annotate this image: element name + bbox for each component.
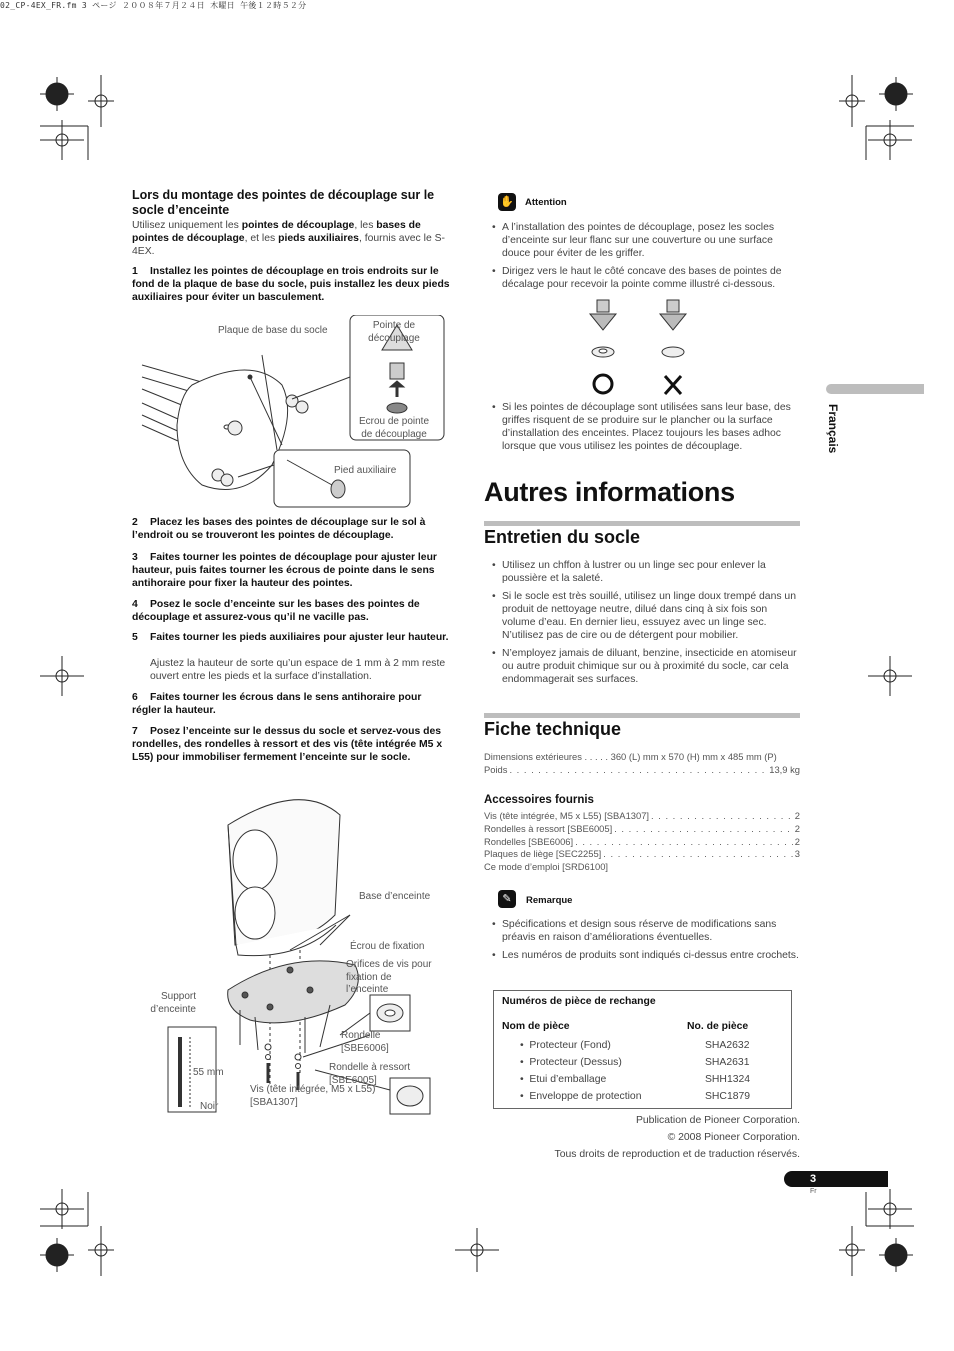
entretien-bullet: • N’employez jamais de diluant, benzine, insecticide en atomiseur ou autre produit chimique sur ou à proximité du socle, car cela endommagerait ses surfaces.	[484, 647, 800, 686]
remarque-bullets	[484, 918, 800, 967]
parts-row: • Etui d’emballage SHH1324	[520, 1074, 751, 1085]
left-heading: Lors du montage des pointes de découplage sur le socle d’enceinte	[132, 188, 435, 217]
parts-col-no: No. de pièce	[687, 1021, 749, 1032]
label-screw-color: Noir	[200, 1101, 219, 1112]
page-lang: Fr	[810, 1188, 817, 1195]
step-1: 1 Installez les pointes de découplage en trois endroits sur le fond de la plaque de base du socle, puis installez les deux pieds auxiliaires pour éviter un basculement.	[132, 266, 450, 303]
entretien-bullet: • Si le socle est très souillé, utilisez un linge doux trempé dans un produit de nettoyage neutre, dilué dans cinq à six fois son volume d’eau. En dernier lieu, essuyez avec un linge sec. N’utilisez pas de cire ou de détergent pour mobilier.	[484, 590, 800, 642]
attention-bullets-1	[484, 221, 800, 296]
rights-line: Tous droits de reproduction et de traduction réservés.	[554, 1149, 800, 1160]
autres-informations-title: Autres informations	[484, 477, 735, 507]
parts-col-name: Nom de pièce	[502, 1021, 570, 1032]
entretien-title: Entretien du socle	[484, 527, 641, 547]
label-screw-holes: Orifices de vis pour fixation de l’enceinte	[346, 959, 432, 995]
parts-row: • Enveloppe de protection SHC1879	[520, 1091, 751, 1102]
language-tab-label: Français	[826, 404, 840, 454]
step-4: 4 Posez le socle d’enceinte sur les bases des pointes de découplage et assurez-vous qu’il ne vacille pas.	[132, 599, 420, 623]
label-washer: Rondelle [SBE6006]	[341, 1030, 389, 1054]
label-screw-length: 55 mm	[193, 1067, 224, 1078]
parts-rows	[502, 1037, 787, 1105]
label-aux-foot: Pied auxiliaire	[334, 465, 397, 476]
step-5: 5 Faites tourner les pieds auxiliaires pour ajuster leur hauteur.	[132, 632, 449, 643]
step-7: 7 Posez l’enceinte sur le dessus du socle et servez-vous des rondelles, des rondelles à ressort et des vis (tête intégrée M5 x L55) pour immobiliser fermement l’enceinte sur le socle.	[132, 726, 443, 763]
accessories-title: Accessoires fournis	[484, 794, 594, 806]
step-3: 3 Faites tourner les pointes de découplage pour ajuster leur hauteur, puis faites tourner les écrous de pointe dans le sens antihoraire pour fixer la hauteur des pointes.	[132, 552, 437, 589]
label-speaker-support: Support d’enceinte	[150, 991, 196, 1015]
label-base-plate: Plaque de base du socle	[218, 325, 328, 336]
accessory-row: Rondelles [SBE6006] . . . 2	[484, 836, 800, 849]
parts-table	[493, 990, 792, 1109]
attention-bullet: • A l’installation des pointes de découplage, posez les socles d’enceinte sur leur flanc sur une couverture ou une surface douce pour éviter de les griffer.	[484, 221, 800, 260]
attention-title: Attention	[525, 197, 567, 208]
publication-line: Publication de Pioneer Corporation.	[635, 1115, 800, 1126]
wrong-mark-icon	[665, 376, 681, 394]
publication-info	[484, 1112, 800, 1163]
label-spike: Pointe de découplage	[368, 320, 420, 344]
spec-dimensions: Dimensions extérieures . . . . . 360 (L) mm x 570 (H) mm x 485 mm (P)	[484, 751, 777, 762]
label-speaker-base: Base d’enceinte	[359, 891, 431, 902]
intro-paragraph: Utilisez uniquement les pointes de découplage, les bases de pointes de découplage, et les pieds auxiliaires, fournis avec le S-4EX.	[132, 220, 446, 257]
parts-row: • Protecteur (Dessus) SHA2631	[520, 1057, 750, 1068]
label-spring-washer: Rondelle à ressort [SBE6005]	[329, 1062, 411, 1086]
fiche-title: Fiche technique	[484, 719, 622, 739]
specs	[484, 751, 800, 777]
parts-table-title: Numéros de pièce de rechange	[502, 996, 656, 1007]
language-tab-bar	[826, 384, 924, 394]
accessory-row: Plaques de liège [SEC2255] . . . 3	[484, 848, 800, 861]
accessory-row: Vis (tête intégrée, M5 x L55) [SBA1307] . . . 2	[484, 810, 800, 823]
remarque-bullet: • Spécifications et design sous réserve de modifications sans préavis en raison d’améliorations éventuelles.	[484, 918, 800, 944]
spike-orientation-figure	[580, 298, 710, 398]
remarque-bullet: • Les numéros de produits sont indiqués ci-dessus entre crochets.	[484, 949, 800, 962]
file-info-header: 02_CP-4EX_FR.fm 3 ページ ２００８年７月２４日 木曜日 午後１２時５２分	[0, 1, 307, 10]
page-number: 3	[784, 1171, 888, 1187]
step-2: 2 Placez les bases des pointes de découplage sur le sol à l’endroit ou se trouveront les pointes de découplage.	[132, 517, 426, 541]
attention-bullets-2	[484, 401, 800, 458]
section-bar	[484, 713, 800, 718]
section-bar	[484, 521, 800, 526]
attention-bullet: • Si les pointes de découplage sont utilisées sans leur base, des griffes risquent de se produire sur le plancher ou la surface d’installation des enceintes. Placez toujours les bases adhoc lorsque que vous utilisez les pointes de découplage.	[484, 401, 800, 453]
step-5-note: Ajustez la hauteur de sorte qu’un espace de 1 mm à 2 mm reste ouvert entre les pieds et la surface d’installation.	[150, 658, 446, 682]
entretien-bullet: • Utilisez un chffon à lustrer ou un linge sec pour enlever la poussière et la saleté.	[484, 559, 800, 585]
accessory-manual: Ce mode d’emploi [SRD6100]	[484, 861, 609, 873]
step-6: 6 Faites tourner les écrous dans le sens antihoraire pour régler la hauteur.	[132, 692, 422, 716]
entretien-bullets	[484, 559, 800, 691]
attention-hand-icon: ✋	[498, 193, 516, 211]
label-spike-nut: Ecrou de pointe de découplage	[358, 416, 430, 440]
spec-weight: Poids . . . 13,9 kg	[484, 764, 800, 777]
remarque-title: Remarque	[526, 895, 573, 906]
remarque-pencil-icon: ✎	[498, 890, 516, 908]
correct-mark-icon	[594, 375, 612, 393]
attention-bullet: • Dirigez vers le haut le côté concave des bases de pointes de décalage pour recevoir la pointe comme illustré ci-dessous.	[484, 265, 800, 291]
parts-row: • Protecteur (Fond) SHA2632	[520, 1040, 750, 1051]
copyright-line: © 2008 Pioneer Corporation.	[667, 1132, 800, 1143]
accessories-list	[484, 810, 800, 874]
label-screw: Vis (tête intégrée, M5 x L55) [SBA1307]	[250, 1084, 376, 1108]
label-fix-nut: Écrou de fixation	[350, 941, 425, 952]
accessory-row: Rondelles à ressort [SBE6005] . . . 2	[484, 823, 800, 836]
